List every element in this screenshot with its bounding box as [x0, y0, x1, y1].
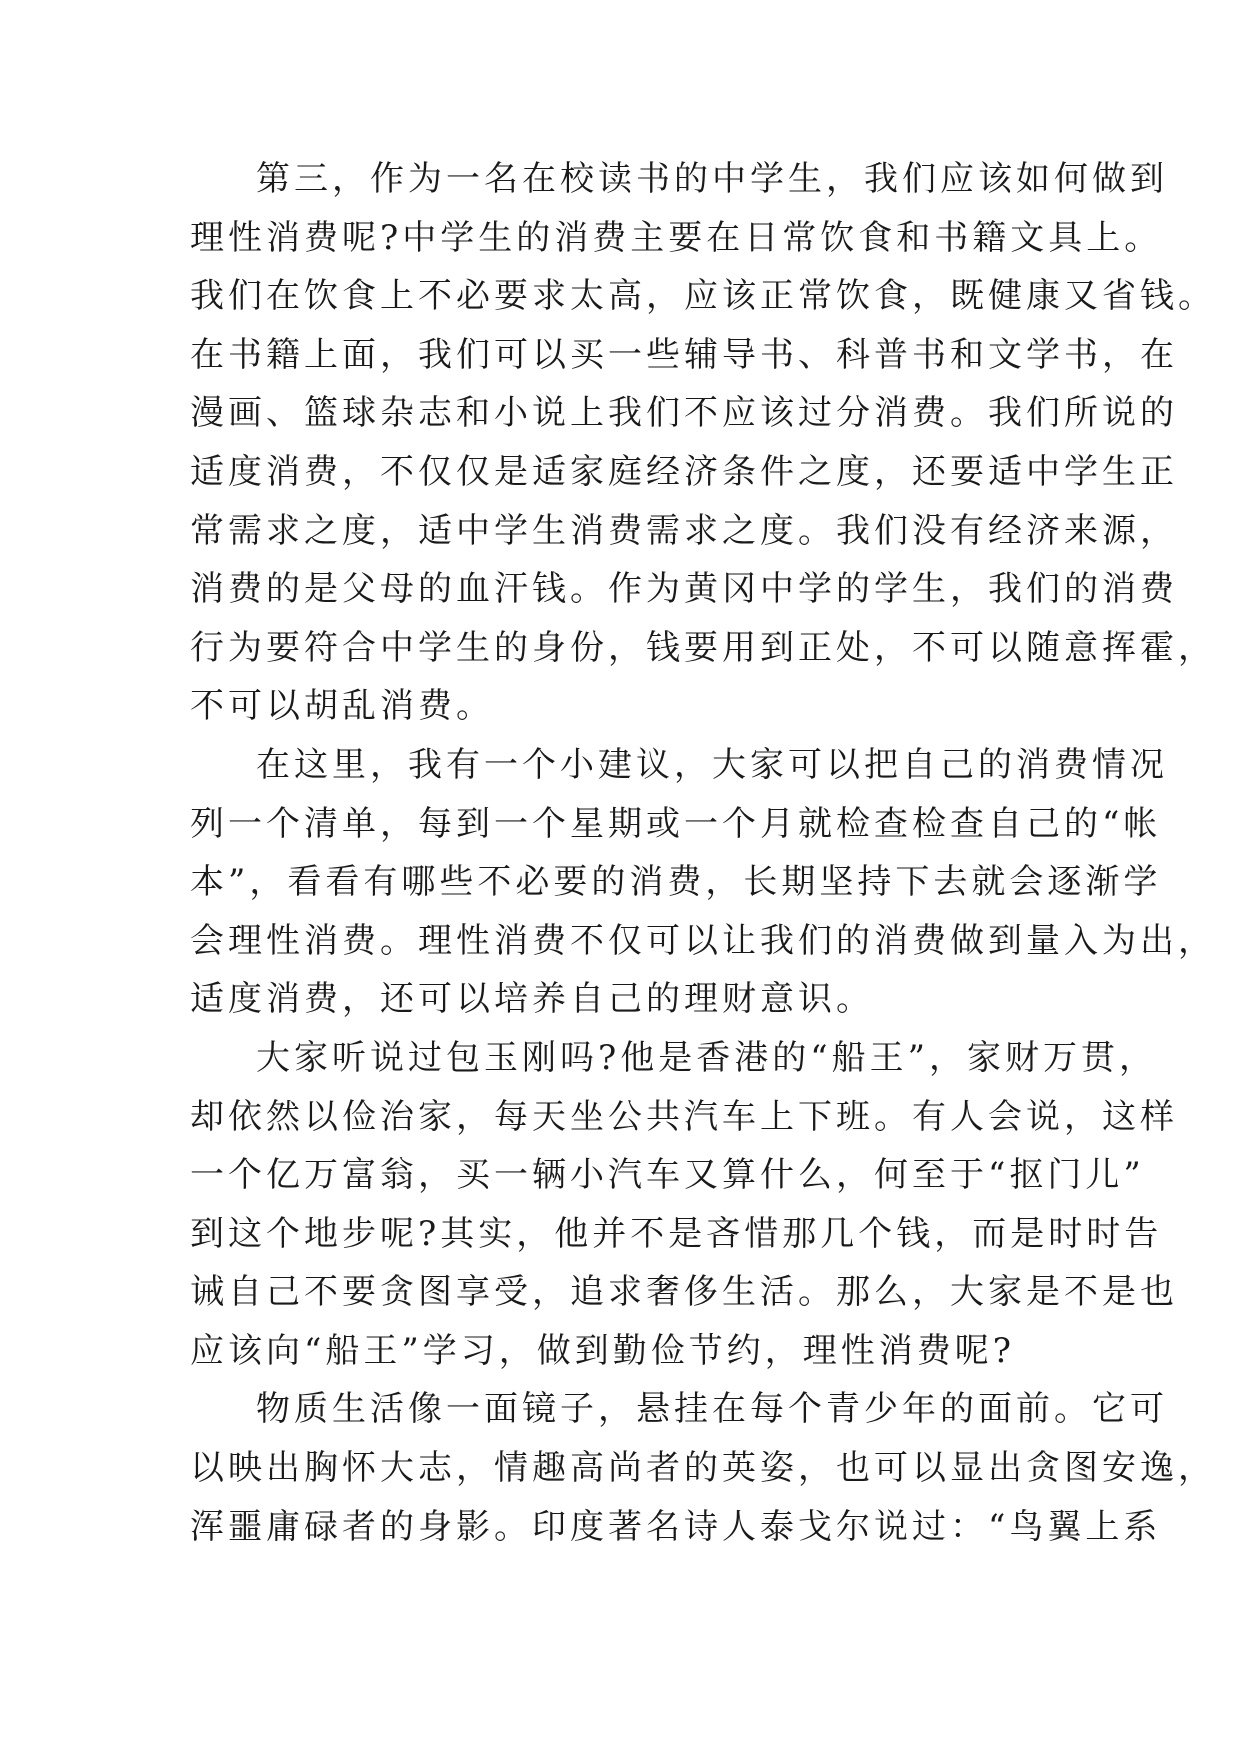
- text-line: 理性消费呢?中学生的消费主要在日常饮食和书籍文具上。: [190, 217, 1163, 258]
- paragraph-first-line: 在这里，我有一个小建议，大家可以把自己的消费情况: [256, 744, 1168, 785]
- text-line: 不可以胡乱消费。: [190, 686, 494, 727]
- text-line: 适度消费，不仅仅是适家庭经济条件之度，还要适中学生正: [190, 451, 1178, 492]
- text-line: 诫自己不要贪图享受，追求奢侈生活。那么，大家是不是也: [190, 1272, 1178, 1313]
- text-line: 消费的是父母的血汗钱。作为黄冈中学的学生，我们的消费: [190, 569, 1178, 610]
- paragraph-first-line: 物质生活像一面镜子，悬挂在每个青少年的面前。它可: [256, 1389, 1168, 1430]
- text-line: 应该向“船王”学习，做到勤俭节约，理性消费呢?: [190, 1330, 1015, 1371]
- text-line: 本”，看看有哪些不必要的消费，长期坚持下去就会逐渐学: [190, 862, 1162, 903]
- paragraph-first-line: 大家听说过包玉刚吗?他是香港的“船王”，家财万贯，: [256, 1037, 1157, 1078]
- text-line: 适度消费，还可以培养自己的理财意识。: [190, 979, 874, 1020]
- text-line: 却依然以俭治家，每天坐公共汽车上下班。有人会说，这样: [190, 1096, 1178, 1137]
- text-line: 我们在饮食上不必要求太高，应该正常饮食，既健康又省钱。: [190, 276, 1216, 317]
- text-line: 一个亿万富翁，买一辆小汽车又算什么，何至于“抠门儿”: [190, 1155, 1145, 1196]
- text-line: 到这个地步呢?其实，他并不是吝惜那几个钱，而是时时告: [190, 1213, 1163, 1254]
- text-line: 行为要符合中学生的身份，钱要用到正处，不可以随意挥霍，: [190, 627, 1216, 668]
- text-line: 会理性消费。理性消费不仅可以让我们的消费做到量入为出，: [190, 920, 1216, 961]
- text-line: 漫画、篮球杂志和小说上我们不应该过分消费。我们所说的: [190, 393, 1178, 434]
- text-line: 在书籍上面，我们可以买一些辅导书、科普书和文学书，在: [190, 334, 1178, 375]
- text-line: 常需求之度，适中学生消费需求之度。我们没有经济来源，: [190, 510, 1178, 551]
- paragraph-first-line: 第三，作为一名在校读书的中学生，我们应该如何做到: [256, 159, 1168, 199]
- text-line: 以映出胸怀大志，情趣高尚者的英姿，也可以显出贪图安逸，: [190, 1448, 1216, 1489]
- body-text: [190, 150, 1216, 1556]
- text-line: 列一个清单，每到一个星期或一个月就检查检查自己的“帐: [190, 803, 1162, 844]
- text-line: 浑噩庸碌者的身影。印度著名诗人泰戈尔说过：“鸟翼上系: [190, 1506, 1162, 1547]
